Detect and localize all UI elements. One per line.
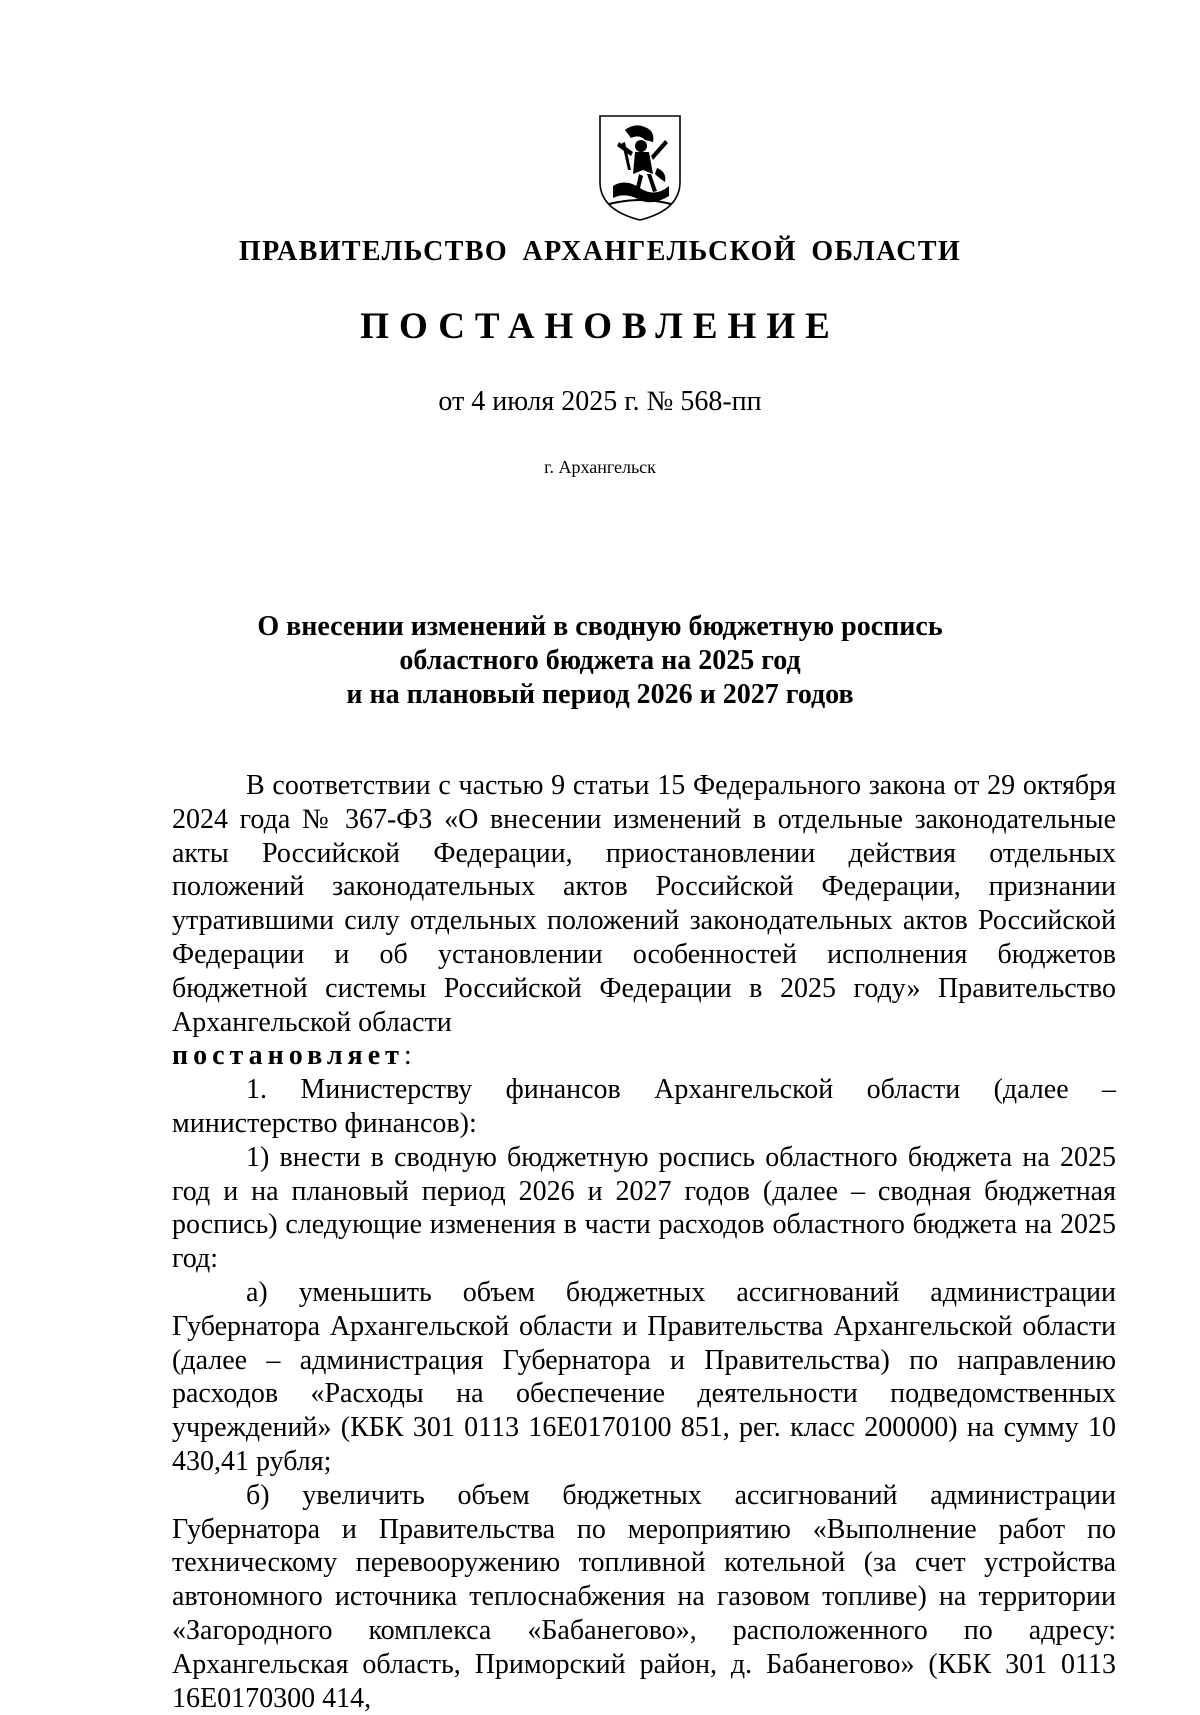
organization-name: ПРАВИТЕЛЬСТВО АРХАНГЕЛЬСКОЙ ОБЛАСТИ	[238, 236, 962, 267]
document-body	[172, 769, 1116, 1715]
item-a-paragraph: а) уменьшить объем бюджетных ассигнований администрации Губернатора Архангельской области и Правительства Архангельской области (далее – администрация Губернатора и Правительства) по направлению расходов «Расходы на обеспечение деятельности подведомственных учреждений» (КБК 301 0113 16Е0170100 851, рег. класс 200000) на сумму 10 430,41 рубля;	[172, 1276, 1116, 1477]
title-line: и на плановый период 2026 и 2027 годов	[346, 679, 854, 710]
decree-colon: :	[403, 1040, 412, 1072]
preamble-paragraph: В соответствии с частью 9 статьи 15 Федерального закона от 29 октября 2024 года № 367-ФЗ «О внесении изменений в отдельные законодательные акты Российской Федерации, приостановлении действия отдельных положений законодательных актов Российской Федерации, признании утратившими силу отдельных положений законодательных актов Российской Федерации и об установлении особенностей исполнения бюджетов бюджетной системы Российской Федерации в 2025 году» Правительство Архангельской области	[172, 770, 1116, 1038]
item-1-paragraph: 1. Министерству финансов Архангельской области (далее – министерство финансов):	[172, 1074, 1116, 1139]
item-1-1-paragraph: 1) внести в сводную бюджетную роспись областного бюджета на 2025 год и на плановый период 2026 и 2027 годов (далее – сводная бюджетная роспись) следующие изменения в части расходов областного бюджета на 2025 год:	[172, 1141, 1116, 1275]
coat-of-arms-emblem	[595, 112, 685, 224]
document-date-number: от 4 июля 2025 г. № 568-пп	[438, 386, 762, 417]
document-type: ПОСТАНОВЛЕНИЕ	[360, 306, 840, 347]
document-city: г. Архангельск	[544, 457, 656, 477]
title-line: О внесении изменений в сводную бюджетную роспись	[257, 611, 943, 642]
document-title	[0, 610, 1200, 712]
decree-line	[172, 1039, 1116, 1073]
decree-word: постановляет	[172, 1040, 404, 1072]
item-b-paragraph: б) увеличить объем бюджетных ассигнований администрации Губернатора и Правительства по мероприятию «Выполнение работ по техническому перевооружению топливной котельной (за счет устройства автономного источника теплоснабжения на газовом топливе) на территории «Загородного комплекса «Бабанегово», расположенного по адресу: Архангельская область, Приморский район, д. Бабанегово» (КБК 301 0113 16Е0170300 414,	[172, 1479, 1116, 1714]
title-line: областного бюджета на 2025 год	[399, 645, 801, 676]
